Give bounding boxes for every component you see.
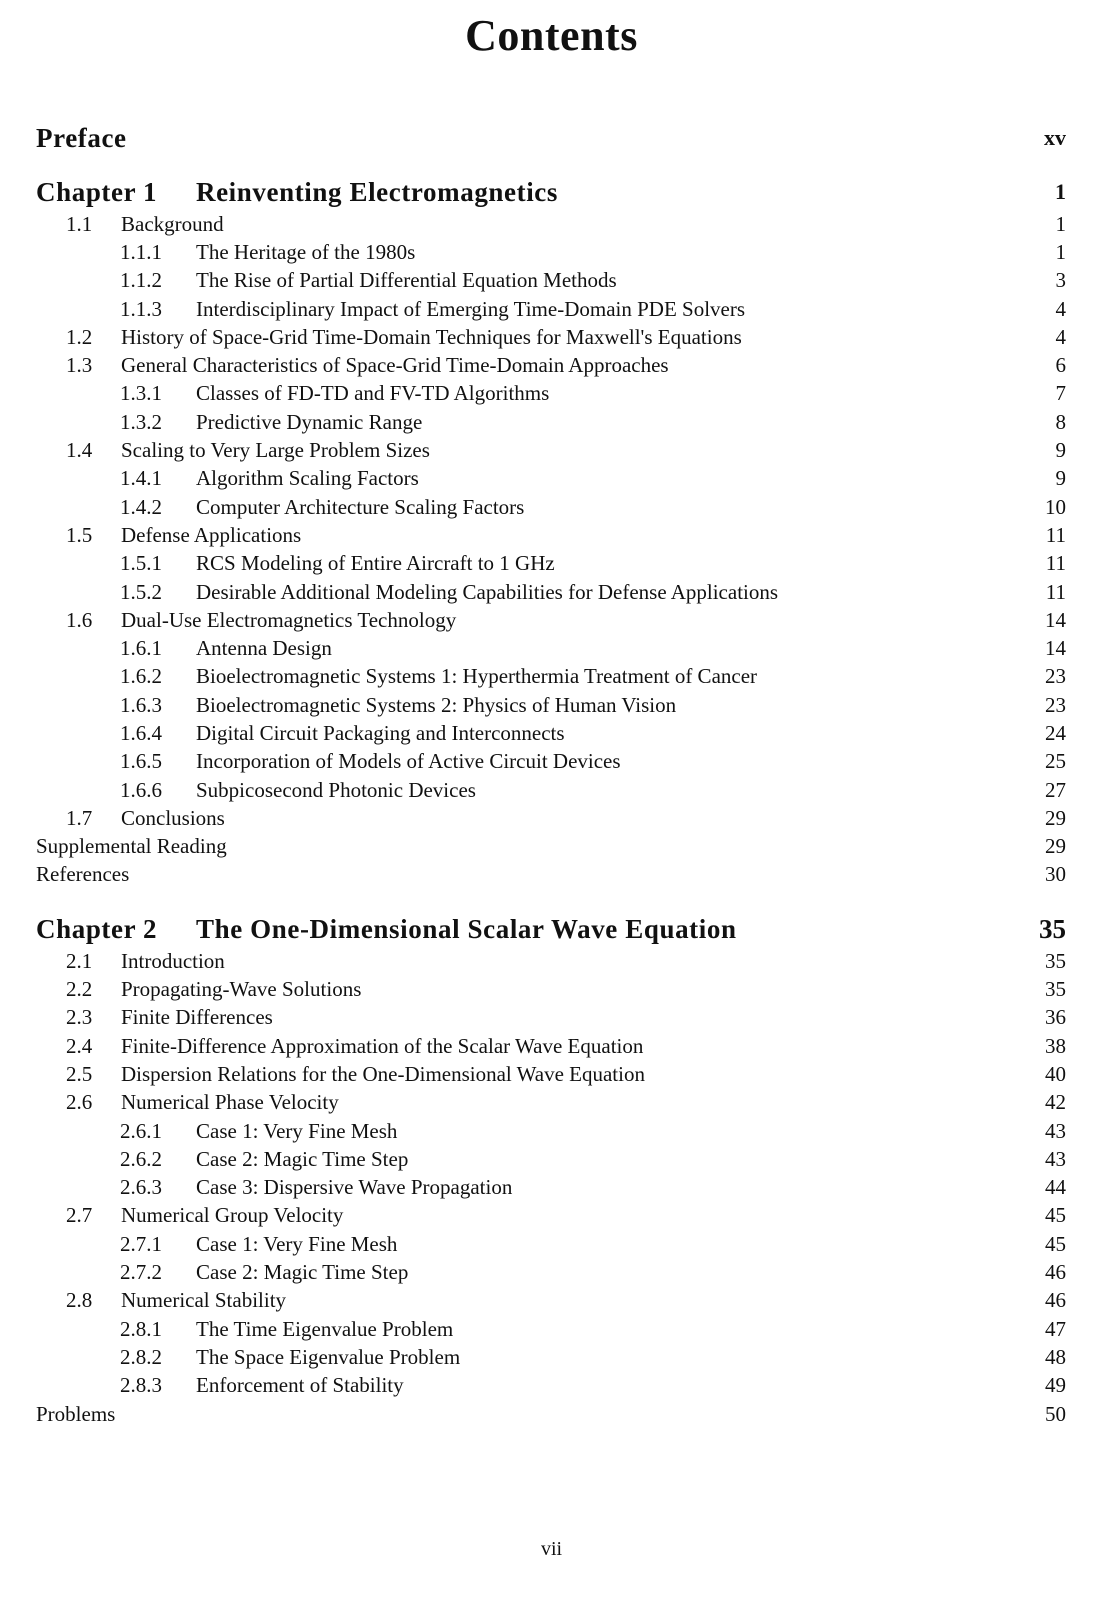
entry-page: 29 <box>1045 834 1066 859</box>
entry-page: 38 <box>1045 1033 1066 1058</box>
entry-title: Conclusions <box>121 805 225 830</box>
entry-title: Classes of FD-TD and FV-TD Algorithms <box>196 381 550 406</box>
entry-page: 24 <box>1045 720 1066 745</box>
entry-number: 2.1 <box>66 948 93 973</box>
page-title: Contents <box>465 11 638 60</box>
entry-title: Predictive Dynamic Range <box>196 409 423 434</box>
entry-number: 1.5.1 <box>120 551 162 576</box>
entry-page: 14 <box>1045 607 1066 632</box>
toc-chapter-1[interactable] <box>36 174 1066 210</box>
entry-number: 2.8.3 <box>120 1373 162 1398</box>
chapter-number: Chapter 2 <box>36 913 158 944</box>
toc-entry[interactable] <box>36 465 1066 493</box>
entry-title: Background <box>121 211 224 236</box>
entry-number: 1.4.1 <box>120 466 162 491</box>
entry-number: 1.3 <box>66 353 93 378</box>
toc-entry[interactable] <box>36 550 1066 578</box>
entry-number: 2.8 <box>66 1288 93 1313</box>
entry-page: 46 <box>1045 1288 1066 1313</box>
entry-number: 2.5 <box>66 1061 93 1086</box>
entry-page: 14 <box>1045 636 1066 661</box>
entry-title: Case 2: Magic Time Step <box>196 1146 409 1171</box>
entry-title: The Space Eigenvalue Problem <box>196 1344 461 1369</box>
toc-entry[interactable] <box>36 606 1066 634</box>
entry-page: 40 <box>1045 1061 1066 1086</box>
entry-number: 2.6.3 <box>120 1175 162 1200</box>
toc-entry[interactable] <box>36 861 1066 889</box>
toc-entry[interactable] <box>36 1089 1066 1117</box>
entry-number: 1.7 <box>66 805 93 830</box>
entry-title: The Rise of Partial Differential Equation Methods <box>196 268 617 293</box>
entry-title: Scaling to Very Large Problem Sizes <box>121 438 430 463</box>
toc-entry[interactable] <box>36 351 1066 379</box>
toc-entry[interactable] <box>36 1145 1066 1173</box>
toc-entry[interactable] <box>36 691 1066 719</box>
entry-number: 2.6.1 <box>120 1118 162 1143</box>
entry-number: 1.6.4 <box>120 720 162 745</box>
entry-page: 1 <box>1055 211 1066 236</box>
toc-entry[interactable] <box>36 210 1066 238</box>
entry-page: 1 <box>1055 239 1066 264</box>
toc-entry[interactable] <box>36 380 1066 408</box>
entry-number: 1.5 <box>66 522 93 547</box>
entry-title: Bioelectromagnetic Systems 2: Physics of Human Vision <box>196 692 677 717</box>
chapter-1-entries <box>36 210 1066 889</box>
entry-title: Finite Differences <box>121 1005 273 1030</box>
toc-entry[interactable] <box>36 1372 1066 1400</box>
entry-number: 1.6.5 <box>120 749 162 774</box>
toc-entry[interactable] <box>36 238 1066 266</box>
entry-number: 1.1.1 <box>120 239 162 264</box>
entry-title: Case 1: Very Fine Mesh <box>196 1118 398 1143</box>
entry-page: 46 <box>1045 1260 1066 1285</box>
entry-title: Numerical Stability <box>121 1288 287 1313</box>
entry-title: Dual-Use Electromagnetics Technology <box>121 607 457 632</box>
entry-title: The Heritage of the 1980s <box>196 239 416 264</box>
toc-entry[interactable] <box>36 1202 1066 1230</box>
toc-entry[interactable] <box>36 634 1066 662</box>
entry-page: 45 <box>1045 1231 1066 1256</box>
toc-entry[interactable] <box>36 975 1066 1003</box>
entry-page: 45 <box>1045 1203 1066 1228</box>
toc-entry[interactable] <box>36 1400 1066 1428</box>
toc-entry[interactable] <box>36 408 1066 436</box>
entry-title: Interdisciplinary Impact of Emerging Time-Domain PDE Solvers <box>196 296 746 321</box>
entry-number: 2.3 <box>66 1005 93 1030</box>
toc-entry[interactable] <box>36 776 1066 804</box>
entry-page: 10 <box>1045 494 1066 519</box>
toc-entry[interactable] <box>36 1060 1066 1088</box>
toc-entry[interactable] <box>36 267 1066 295</box>
entry-page: 11 <box>1045 579 1066 604</box>
entry-number: 1.2 <box>66 324 93 349</box>
entry-number: 2.4 <box>66 1033 93 1058</box>
entry-title: General Characteristics of Space-Grid Time-Domain Approaches <box>121 353 669 378</box>
entry-title: Computer Architecture Scaling Factors <box>196 494 525 519</box>
entry-number: 1.4.2 <box>120 494 162 519</box>
entry-number: 1.6.6 <box>120 777 162 802</box>
entry-page: 43 <box>1045 1146 1066 1171</box>
entry-page: 44 <box>1045 1175 1066 1200</box>
entry-title: Introduction <box>121 948 225 973</box>
toc-entry[interactable] <box>36 493 1066 521</box>
entry-number: 1.3.2 <box>120 409 162 434</box>
chapter-title: The One-Dimensional Scalar Wave Equation <box>196 913 737 944</box>
toc-entry[interactable] <box>36 323 1066 351</box>
entry-number: 1.3.1 <box>120 381 162 406</box>
toc-entry[interactable] <box>36 1230 1066 1258</box>
toc-entry[interactable] <box>36 719 1066 747</box>
chapter-title: Reinventing Electromagnetics <box>196 176 558 207</box>
entry-number: 1.1 <box>66 211 93 236</box>
entry-title: Subpicosecond Photonic Devices <box>196 777 476 802</box>
entry-title: Bioelectromagnetic Systems 1: Hyperthermia Treatment of Cancer <box>196 664 758 689</box>
entry-page: 43 <box>1045 1118 1066 1143</box>
entry-page: 36 <box>1045 1005 1066 1030</box>
entry-title: Desirable Additional Modeling Capabilities for Defense Applications <box>196 579 779 604</box>
entry-title: Enforcement of Stability <box>196 1373 404 1398</box>
entry-page: 11 <box>1045 551 1066 576</box>
entry-title: Case 2: Magic Time Step <box>196 1260 409 1285</box>
toc-entry[interactable] <box>36 1315 1066 1343</box>
entry-title: Defense Applications <box>121 522 302 547</box>
entry-page: 3 <box>1055 268 1066 293</box>
entry-title: Algorithm Scaling Factors <box>196 466 419 491</box>
preface-page: xv <box>1044 125 1066 150</box>
entry-page: 42 <box>1045 1090 1066 1115</box>
entry-page: 27 <box>1045 777 1066 802</box>
entry-number: 1.1.2 <box>120 268 162 293</box>
entry-page: 35 <box>1045 977 1066 1002</box>
entry-number: 2.6 <box>66 1090 93 1115</box>
toc-entry[interactable] <box>36 833 1066 861</box>
entry-number: 2.7.2 <box>120 1260 162 1285</box>
entry-number: 1.1.3 <box>120 296 162 321</box>
toc-entry[interactable] <box>36 578 1066 606</box>
chapter-page: 1 <box>1055 179 1066 204</box>
toc-chapter-2[interactable] <box>36 911 1066 947</box>
entry-number: 2.6.2 <box>120 1146 162 1171</box>
entry-number: 2.2 <box>66 977 93 1002</box>
toc-entry[interactable] <box>36 947 1066 975</box>
entry-page: 25 <box>1045 749 1066 774</box>
toc-entry[interactable] <box>36 1004 1066 1032</box>
toc-preface[interactable] <box>36 120 1066 156</box>
entry-page: 30 <box>1045 862 1066 887</box>
table-of-contents <box>36 120 1066 1428</box>
entry-number: 2.7.1 <box>120 1231 162 1256</box>
entry-number: 2.7 <box>66 1203 93 1228</box>
entry-number: 1.6.3 <box>120 692 162 717</box>
entry-title: Case 3: Dispersive Wave Propagation <box>196 1175 513 1200</box>
entry-page: 9 <box>1055 438 1066 463</box>
entry-title: Dispersion Relations for the One-Dimensional Wave Equation <box>121 1061 645 1086</box>
entry-number: 1.6.2 <box>120 664 162 689</box>
entry-title: Numerical Phase Velocity <box>121 1090 339 1115</box>
entry-title: Case 1: Very Fine Mesh <box>196 1231 398 1256</box>
entry-number: 1.5.2 <box>120 579 162 604</box>
toc-entry[interactable] <box>36 295 1066 323</box>
entry-page: 9 <box>1055 466 1066 491</box>
entry-number: 2.8.1 <box>120 1316 162 1341</box>
entry-title: The Time Eigenvalue Problem <box>196 1316 454 1341</box>
entry-title: Numerical Group Velocity <box>121 1203 344 1228</box>
entry-title: History of Space-Grid Time-Domain Techniques for Maxwell's Equations <box>121 324 742 349</box>
entry-page: 29 <box>1045 805 1066 830</box>
entry-page: 35 <box>1045 948 1066 973</box>
toc-entry[interactable] <box>36 436 1066 464</box>
chapter-2-entries <box>36 947 1066 1428</box>
entry-title: Problems <box>36 1401 116 1426</box>
toc-entry[interactable] <box>36 1287 1066 1315</box>
entry-title: Propagating-Wave Solutions <box>121 977 362 1002</box>
entry-page: 8 <box>1055 409 1066 434</box>
entry-page: 48 <box>1045 1344 1066 1369</box>
entry-number: 1.6.1 <box>120 636 162 661</box>
entry-page: 50 <box>1045 1401 1066 1426</box>
toc-entry[interactable] <box>36 1343 1066 1371</box>
toc-entry[interactable] <box>36 1258 1066 1286</box>
entry-page: 47 <box>1045 1316 1066 1341</box>
toc-entry[interactable] <box>36 748 1066 776</box>
entry-title: Incorporation of Models of Active Circuit Devices <box>196 749 621 774</box>
entry-page: 23 <box>1045 692 1066 717</box>
toc-entry[interactable] <box>36 804 1066 832</box>
entry-title: RCS Modeling of Entire Aircraft to 1 GHz <box>196 551 555 576</box>
chapter-page: 35 <box>1039 913 1066 944</box>
entry-title: Digital Circuit Packaging and Interconnects <box>196 720 565 745</box>
entry-page: 6 <box>1055 353 1066 378</box>
toc-entry[interactable] <box>36 1032 1066 1060</box>
entry-title: Finite-Difference Approximation of the Scalar Wave Equation <box>121 1033 644 1058</box>
toc-entry[interactable] <box>36 1117 1066 1145</box>
entry-title: References <box>36 862 130 887</box>
entry-page: 23 <box>1045 664 1066 689</box>
toc-entry[interactable] <box>36 663 1066 691</box>
entry-page: 49 <box>1045 1373 1066 1398</box>
entry-page: 11 <box>1045 522 1066 547</box>
entry-page: 7 <box>1055 381 1066 406</box>
toc-entry[interactable] <box>36 521 1066 549</box>
preface-label: Preface <box>36 122 127 153</box>
entry-title: Supplemental Reading <box>36 834 227 859</box>
entry-page: 4 <box>1055 324 1066 349</box>
entry-number: 2.8.2 <box>120 1344 162 1369</box>
page-folio: vii <box>540 1538 563 1560</box>
entry-number: 1.4 <box>66 438 93 463</box>
chapter-number: Chapter 1 <box>36 176 158 207</box>
entry-page: 4 <box>1055 296 1066 321</box>
toc-entry[interactable] <box>36 1174 1066 1202</box>
entry-number: 1.6 <box>66 607 93 632</box>
entry-title: Antenna Design <box>196 636 332 661</box>
